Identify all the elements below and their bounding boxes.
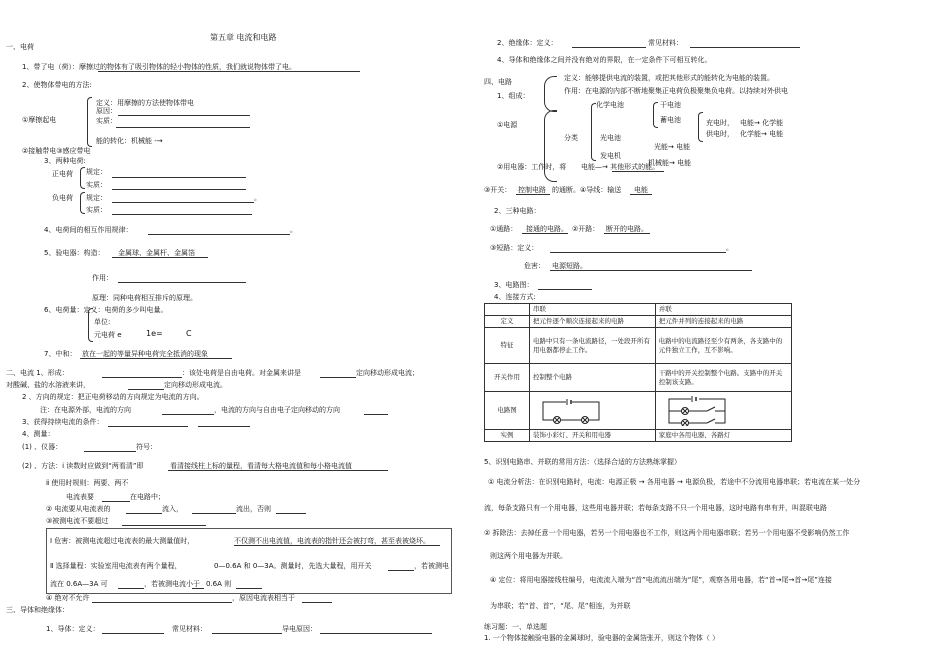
circuit-diagram: 3、电路图： <box>494 281 534 289</box>
current-formation-b: 定向移动形成电流； <box>356 369 419 377</box>
measurement-instrument: (1) 、仪器： <box>22 443 63 451</box>
blank-line <box>276 513 306 514</box>
blank-line <box>92 602 232 603</box>
blank-line <box>320 377 356 378</box>
range-selection-3: ，若被测电 <box>414 562 449 570</box>
brace <box>544 76 557 112</box>
period: 。 <box>254 194 261 202</box>
usage-rule-4: ④ 绝对不允许 <box>46 594 90 602</box>
underline <box>630 194 652 195</box>
table-row <box>485 316 792 328</box>
table-header-series: 串联 <box>530 304 656 316</box>
circuit-composition: 1、组成： <box>497 92 530 100</box>
series-diagram-cell <box>530 392 656 430</box>
table-row <box>485 364 792 392</box>
discharging-energy: 化学能→ 电能 <box>740 130 784 138</box>
exercise-heading: 练习题：一、单选题 <box>484 623 547 631</box>
current-formation-c: 对酸碱、盐的水溶液来讲， <box>6 381 90 389</box>
table-row <box>485 392 792 430</box>
table-cell <box>485 304 530 316</box>
generator-energy: 机械能→ 电能 <box>648 159 692 167</box>
rub-label: ①摩擦起电 <box>22 116 57 124</box>
usage-rule-1: 电流表要 <box>66 493 94 501</box>
insulator-def: 2、绝缘体：定义： <box>497 39 558 47</box>
blank-line <box>126 513 162 514</box>
short-circuit-harm: 危害： <box>524 262 545 270</box>
electroscope-principle: 原理：同种电荷相互排斥的原理。 <box>92 294 197 302</box>
item-7: 7、中和： <box>44 350 77 358</box>
range-selection-5: ，若被测电流小于 <box>144 580 200 588</box>
item-1: 1、带了电（荷）：摩擦过的物体有了吸引物体的轻小物体的性质，我们就说物体带了电。 <box>22 63 296 71</box>
dry-cell: 干电池 <box>660 101 681 109</box>
range-selection-4: 流在 0.6A—3A 可 <box>50 580 108 588</box>
blank-line <box>84 451 136 452</box>
blank-line <box>572 47 646 48</box>
usage-rule-2c: 流出，否则 <box>236 505 271 513</box>
blank-line <box>102 501 130 502</box>
underline <box>522 233 568 234</box>
generator: 发电机 <box>600 152 621 160</box>
blank-line <box>112 189 246 190</box>
underline <box>168 470 388 471</box>
page-title: 第五章 电流和电路 <box>210 33 277 42</box>
current-formation-d: 定向移动形成电流。 <box>164 381 227 389</box>
range-selection-6: 0.6A 则 <box>206 580 232 588</box>
charging: 充电时， <box>706 119 734 127</box>
blank-line <box>102 377 182 378</box>
table-row <box>485 430 792 442</box>
current-direction: 2 、方向的规定：把正电荷移动的方向规定为电流的方向。 <box>22 393 204 401</box>
brace <box>88 308 93 342</box>
continuous-current-condition: 3、获得持续电流的条件： <box>22 418 104 426</box>
usage-rule-1b: 在电路中； <box>130 493 165 501</box>
blank-line <box>116 127 250 128</box>
series-circuit-diagram <box>533 398 613 424</box>
rub-reason: 原因： <box>96 107 117 115</box>
storage-battery: 蓄电池 <box>660 116 681 124</box>
conductor-insulator-note: 4、导体和绝缘体之间并没有绝对的界限，在一定条件下可相互转化。 <box>497 56 712 64</box>
blank-line <box>538 289 592 290</box>
item-5: 5、验电器：构造： <box>44 249 105 257</box>
switch-control: 控制电路 <box>518 186 546 194</box>
underline <box>234 545 440 546</box>
coulomb-unit: C <box>186 329 192 338</box>
period: 。 <box>290 226 297 234</box>
brace <box>698 112 703 142</box>
period: 。 <box>726 244 733 252</box>
contact-charging: ②接触带电③感应带电 <box>22 147 91 155</box>
positive-charge: 正电荷 <box>52 170 73 178</box>
method-positioning: ④ 定位：将用电器接线柱编号，电流流入端为“首”电流流出端为“尾”，观察各用电器，若“首→尾→首→尾”连接 <box>490 576 832 584</box>
short-circuit: ③短路：定义： <box>490 244 539 252</box>
source-classification: 分类 <box>564 134 578 142</box>
blank-line <box>112 177 246 178</box>
usage-rule-4b: ，原因电流表相当于 <box>232 594 295 602</box>
table-cell: 电路中的电流路径至少有两条，各支路中的元件独立工作，互不影响。 <box>655 328 791 364</box>
insulator-materials: 常见材料： <box>648 39 683 47</box>
method-positioning-2: 为串联；若“首、首”，“尾、尾”相连，为并联 <box>490 602 631 610</box>
one-e-equals: 1e= <box>146 329 163 338</box>
blank-line <box>302 602 332 603</box>
blank-line <box>112 214 252 215</box>
measurement: 4、测量： <box>22 430 55 438</box>
blank-line <box>388 570 414 571</box>
table-cell: 装饰小彩灯、开关和用电器 <box>530 430 656 442</box>
blank-line <box>128 389 164 390</box>
blank-line <box>118 282 246 283</box>
conductor-materials: 常见材料： <box>172 625 207 633</box>
item-6: 6、电荷量：定义：电荷的多少叫电量。 <box>44 306 168 314</box>
rub-essence: 实质： <box>96 117 117 125</box>
table-cell: 把元件逐个顺次连接起来的电路 <box>530 316 656 328</box>
blank-line <box>690 47 800 48</box>
brace <box>80 167 85 189</box>
usage-rule-2: ② 电流要从电流表的 <box>46 505 111 513</box>
row-header: 特征 <box>485 328 530 364</box>
range-selection-2: 0—0.6A 和 0—3A。测量时，先选大量程，用开关 <box>214 562 372 570</box>
blank-line <box>118 588 144 589</box>
method-removal: ② 拆除法：去掉任意一个用电器，若另一个用电器也不工作，则这两个用电器串联；若另一个用电器不受影响仍然工作 <box>484 529 850 537</box>
blank-line <box>162 414 214 415</box>
connection-methods: 4、连接方式: <box>494 293 536 301</box>
underline <box>604 233 650 234</box>
table-cell: 控制整个电路 <box>530 364 656 392</box>
table-cell: 把元件并列的连接起来的电路 <box>655 316 791 328</box>
blank-line <box>102 633 164 634</box>
closed-circuit: ①通路： <box>490 225 518 233</box>
section-1-heading: 一、电荷 <box>6 43 34 51</box>
row-header: 电路图 <box>485 392 530 430</box>
table-row <box>485 304 792 316</box>
current-direction-note: 注：在电源外部，电流的方向 <box>40 406 131 414</box>
table-row <box>485 328 792 364</box>
blank-line <box>192 588 204 589</box>
method-current-analysis: ① 电流分析法：在识别电路时，电流：电源正极 → 各用电器 → 电源负极，若途中不分流用电器串联；若电流在某一处分 <box>488 478 861 486</box>
current-formation-a: ：该处电荷是自由电荷。对金属来讲是 <box>182 369 301 377</box>
neg-def: 规定： <box>86 194 107 202</box>
negative-charge: 负电荷 <box>52 194 73 202</box>
measurement-symbol: 符号： <box>136 443 157 451</box>
underline <box>80 358 232 359</box>
blank-line <box>118 115 250 116</box>
table-cell: 电路中只有一条电流路径，一处段开所有用电器都停止工作。 <box>530 328 656 364</box>
current-direction-note-2: ，电流的方向与自由电子定向移动的方向 <box>214 406 340 414</box>
neg-essence: 实质： <box>86 206 107 214</box>
row-header: 定义 <box>485 316 530 328</box>
source-function: 作用：在电源的内部不断地聚集正电荷负极聚集负电荷。以持续对外供电 <box>564 87 788 95</box>
pos-def: 规定： <box>86 168 107 176</box>
brace <box>87 97 92 147</box>
discharging: 供电时， <box>706 130 734 138</box>
blank-line <box>236 588 262 589</box>
underline <box>516 194 550 195</box>
blank-line <box>192 513 236 514</box>
underline <box>612 171 664 172</box>
row-header: 实例 <box>485 430 530 442</box>
item-3: 3、两种电荷: <box>44 157 86 165</box>
photocell: 光电池 <box>600 134 621 142</box>
overrange-harm: Ⅰ 危害：被测电流超过电流表的最大测量值时， <box>50 537 195 545</box>
conductor-reason: 导电原因： <box>282 625 317 633</box>
table-header-parallel: 并联 <box>655 304 791 316</box>
chemical-battery: 化学电池 <box>596 101 624 109</box>
usage-rule-3: ③被测电流不要超过 <box>46 517 109 525</box>
blank-line <box>122 525 206 526</box>
overrange-harm-detail: 不仅测不出电流值，电流表的指针还会被打弯，甚至表被烧坏。 <box>234 537 430 545</box>
blank-line <box>148 234 290 235</box>
usage-rules: ⅱ 使用时规则：两要、两不 <box>46 479 129 487</box>
blank-line <box>364 414 388 415</box>
open-circuit: ②开路： <box>572 225 600 233</box>
measurement-method-detail: 看清接线柱上标的量程，看清每大格电流值和每小格电流值 <box>170 462 352 470</box>
method-current-analysis-2: 流，每条支路只有一个用电器，这些用电器并联；若每条支路不只一个用电器，这时电路有串有并，叫混联电路 <box>484 504 827 512</box>
blank-line <box>320 633 432 634</box>
parallel-diagram-cell <box>655 392 791 430</box>
elementary-charge: 元电荷 e <box>94 331 122 339</box>
blank-line <box>212 633 282 634</box>
underline <box>550 270 752 271</box>
pos-essence: 实质： <box>86 181 107 189</box>
electroscope-use: 作用： <box>92 274 113 282</box>
power-source: ①电源 <box>497 121 518 129</box>
method-removal-2: 则这两个用电器为并联。 <box>490 552 567 560</box>
neutralization-text: 放在一起的等量异种电荷完全抵消的现象 <box>82 350 208 358</box>
blank-line <box>550 252 726 253</box>
open-circuit-def: 断开的电路。 <box>606 225 648 233</box>
section-3-heading: 三、导体和绝缘体： <box>6 606 69 614</box>
rub-energy: 能的转化：机械能 -→ <box>96 137 163 145</box>
load-device: ②用电器：工作时，将 <box>497 163 567 171</box>
electroscope-structure: 金属球、金属杆、金属箔 <box>118 249 195 257</box>
section-4-heading: 四、电路 <box>484 78 512 86</box>
item-4: 4、电荷间的相互作用规律： <box>44 226 133 234</box>
charging-energy: 电能→ 化学能 <box>740 119 784 127</box>
three-circuit-states: 2、三种电路： <box>494 207 541 215</box>
table-cell: 家庭中各用电器、各路灯 <box>655 430 791 442</box>
identify-methods: 5、识别电路串、并联的常用方法：（选择合适的方法熟练掌握） <box>484 458 681 466</box>
short-circuit-harm-detail: 电源短路。 <box>552 262 587 270</box>
brace <box>653 102 658 128</box>
charge-unit: 单位: <box>94 318 111 326</box>
rub-def: 定义：用摩擦的方法使物体带电 <box>96 99 194 107</box>
blank-line <box>108 426 188 427</box>
photocell-energy: 光能→ 电能 <box>654 143 691 151</box>
brace <box>80 192 85 214</box>
switch-def: ③开关： <box>484 186 512 194</box>
blank-line <box>112 202 254 203</box>
connection-table <box>484 303 792 442</box>
source-definition: 定义：能够提供电流的装置，或把其他形式的能转化为电能的装置。 <box>564 74 774 82</box>
item-2: 2、使物体带电的方法: <box>22 81 92 89</box>
row-header: 开关作用 <box>485 364 530 392</box>
measurement-method: (2) 、方法：i 读数时应做到“两看清”即 <box>22 462 144 470</box>
conductor-def: 1、导体：定义： <box>46 625 100 633</box>
wire-energy: 电能 <box>634 186 648 194</box>
closed-circuit-def: 接通的电路。 <box>526 225 568 233</box>
section-2-heading: 二、电流 1、形成： <box>6 369 69 377</box>
usage-rule-2b: 流入， <box>162 505 183 513</box>
range-selection: Ⅱ 选择量程：实验室用电流表有两个量程， <box>50 562 182 570</box>
parallel-circuit-diagram <box>659 396 739 426</box>
blank-line <box>198 426 250 427</box>
wire-def: 的通断。④导线：输送 <box>552 186 622 194</box>
exercise-question-1: 1. 一个物体接触验电器的金属球时，验电器的金属箔张开，则这个物体（ ） <box>484 634 720 642</box>
table-cell: 干路中的开关控制整个电路。支路中的开关控制该支路。 <box>655 364 791 392</box>
underline <box>112 257 208 258</box>
brace <box>591 103 596 161</box>
load-energy: 电能—→ 其他形式的能。 <box>581 163 660 171</box>
underline <box>98 71 360 72</box>
